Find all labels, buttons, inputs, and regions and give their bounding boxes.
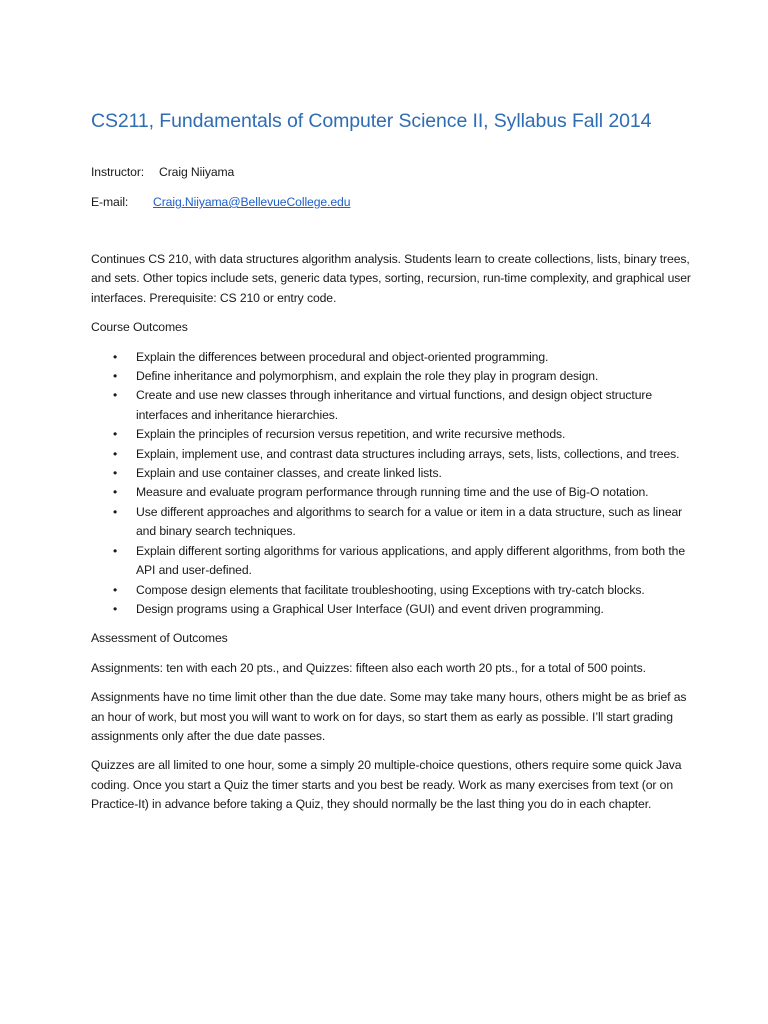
- bullet-icon: •: [113, 349, 118, 364]
- outcome-text: Explain and use container classes, and create linked lists.: [136, 466, 442, 481]
- instructor-line: [91, 163, 234, 182]
- page-title: CS211, Fundamentals of Computer Science II, Syllabus Fall 2014: [91, 110, 652, 132]
- email-line: [91, 193, 350, 212]
- outcome-text: Compose design elements that facilitate troubleshooting, using Exceptions with try-catch blocks.: [136, 582, 645, 597]
- bullet-icon: •: [113, 369, 118, 384]
- outcome-item: [91, 367, 691, 386]
- instructor-label: Instructor:: [91, 165, 145, 179]
- outcome-item: [91, 464, 691, 483]
- bullet-icon: •: [113, 601, 118, 616]
- outcome-text: Design programs using a Graphical User Interface (GUI) and event driven programming.: [136, 601, 604, 616]
- bullet-icon: •: [113, 543, 118, 558]
- outcome-item: [91, 386, 691, 425]
- bullet-icon: •: [113, 485, 118, 500]
- assessment-heading: Assessment of Outcomes: [91, 631, 228, 646]
- outcome-text: Use different approaches and algorithms to search for a value or item in a data structure, such as linear and binary search techniques.: [136, 504, 683, 539]
- outcome-text: Explain the differences between procedural and object-oriented programming.: [136, 349, 549, 364]
- bullet-icon: •: [113, 427, 118, 442]
- bullet-icon: •: [113, 446, 118, 461]
- outcome-item: [91, 348, 691, 367]
- outcome-item: [91, 425, 691, 444]
- bullet-icon: •: [113, 504, 118, 519]
- quizzes-paragraph: Quizzes are all limited to one hour, some a simply 20 multiple-choice questions, others require some quick Java coding. Once you start a Quiz the timer starts and you best be ready. Work as many exercises from text (or on Practice-It) in advance before taking a Quiz, they should normally be the last thing you do in each chapter.: [91, 758, 682, 812]
- outcome-item: [91, 542, 691, 581]
- assignments-paragraph: Assignments have no time limit other than the due date. Some may take many hours, others might be as brief as an hour of work, but most you will want to work on for days, so start them as early as possible. I’ll start grading assignments only after the due date passes.: [91, 690, 687, 743]
- instructor-name: Craig Niiyama: [159, 165, 235, 179]
- outcome-text: Explain the principles of recursion versus repetition, and write recursive methods.: [136, 427, 566, 442]
- email-link[interactable]: Craig.Niiyama@BellevueCollege.edu: [153, 195, 351, 209]
- bullet-icon: •: [113, 388, 118, 403]
- outcome-item: [91, 483, 691, 502]
- outcome-text: Explain, implement use, and contrast data structures including arrays, sets, lists, collections, and trees.: [136, 446, 680, 461]
- outcomes-heading: Course Outcomes: [91, 320, 188, 335]
- course-description: Continues CS 210, with data structures algorithm analysis. Students learn to create collections, lists, binary trees, and sets. Other topics include sets, generic data types, sorting, recursion, run-time complexity, and graphical user interfaces. Prerequisite: CS 210 or entry code.: [91, 252, 691, 305]
- outcome-item: [91, 600, 691, 619]
- outcomes-list: [91, 348, 691, 620]
- email-label: E-mail:: [91, 195, 129, 209]
- outcome-text: Measure and evaluate program performance through running time and the use of Big-O notation.: [136, 485, 649, 500]
- assessment-summary: Assignments: ten with each 20 pts., and Quizzes: fifteen also each worth 20 pts., for a total of 500 points.: [91, 660, 646, 675]
- bullet-icon: •: [113, 466, 118, 481]
- outcome-text: Explain different sorting algorithms for various applications, and apply different algorithms, from both the API and user-defined.: [136, 543, 685, 578]
- outcome-item: [91, 445, 691, 464]
- outcome-item: [91, 581, 691, 600]
- outcome-text: Create and use new classes through inheritance and virtual functions, and design object structure interfaces and inheritance hierarchies.: [136, 388, 653, 422]
- outcome-text: Define inheritance and polymorphism, and explain the role they play in program design.: [136, 369, 599, 384]
- syllabus-body: [91, 250, 691, 825]
- bullet-icon: •: [113, 582, 118, 597]
- outcome-item: [91, 503, 691, 542]
